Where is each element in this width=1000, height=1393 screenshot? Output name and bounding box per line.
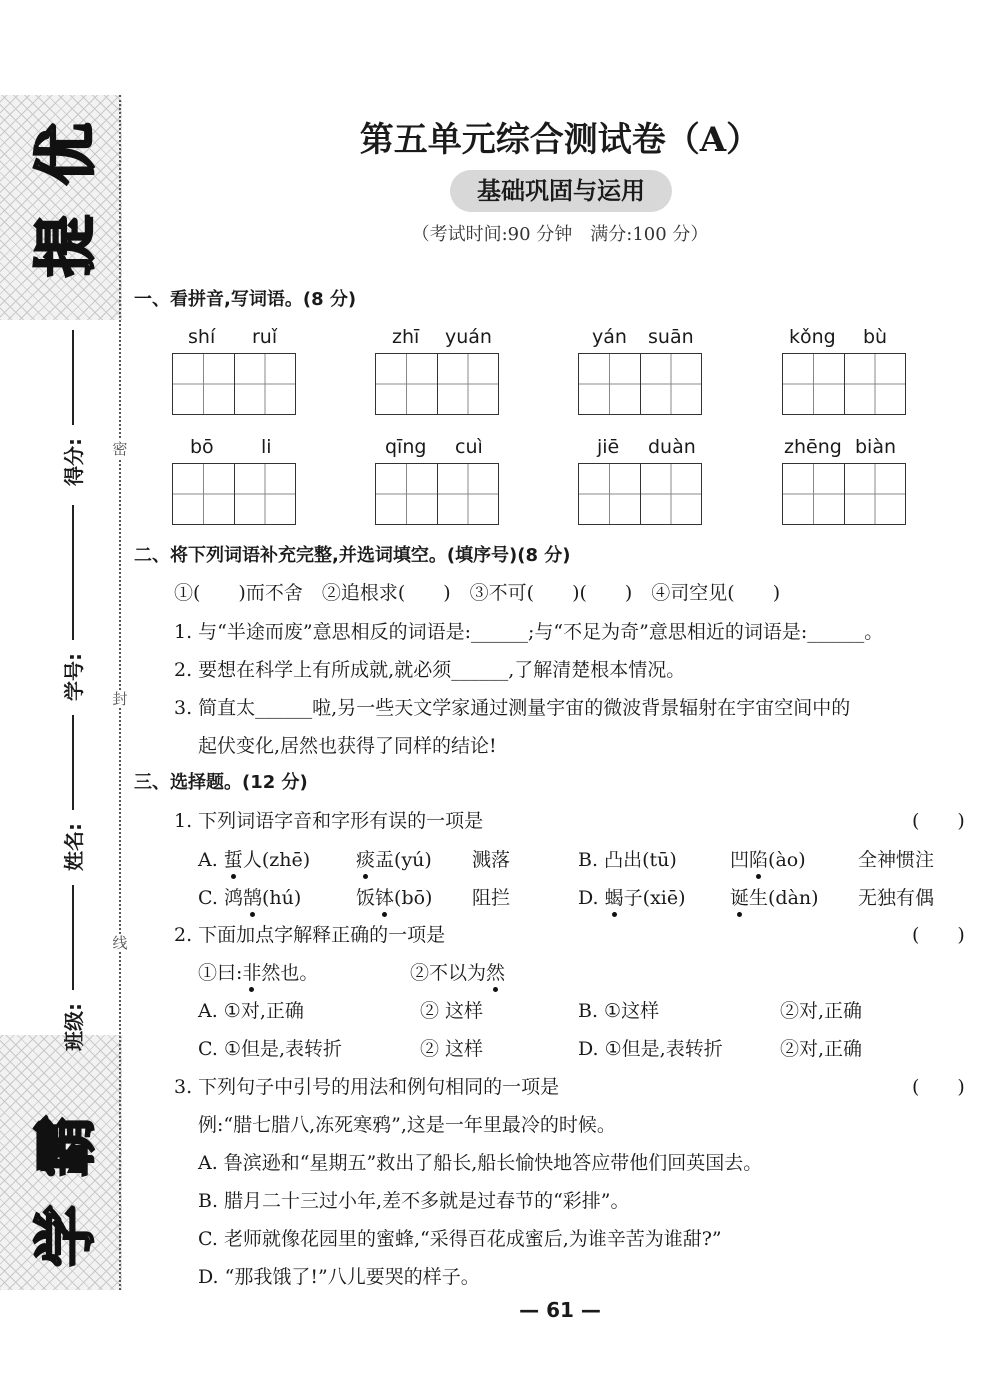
option-b: B. ①这样 (578, 1000, 660, 1022)
option-a-part2: ② 这样 (420, 1000, 484, 1022)
pinyin: ruǐ (252, 326, 278, 348)
writing-grid[interactable] (172, 463, 296, 525)
fill-question-2: 2. 要想在科学上有所成就,就必须______,了解清楚根本情况。 (174, 659, 686, 681)
option-b-part2: ②对,正确 (780, 1000, 863, 1022)
option-d: D. 蝎子(xiē) (578, 883, 686, 910)
seal-char-xian: 线 (106, 934, 134, 952)
option-c: C. 鸿鹄(hú) (198, 883, 301, 910)
pinyin: li (261, 436, 272, 458)
class-line[interactable] (72, 885, 74, 990)
option-b-word2: 凹陷(ào) (730, 845, 806, 872)
section2-title: 二、将下列词语补充完整,并选词填空。(填序号)(8 分) (134, 545, 571, 566)
option-d-word2: 诞生(dàn) (730, 883, 819, 910)
writing-grid[interactable] (375, 463, 499, 525)
option-c: C. ①但是,表转折 (198, 1038, 343, 1060)
pinyin: yán (592, 326, 627, 348)
option-d-word3: 无独有偶 (858, 887, 935, 909)
option-c-word3: 阻拦 (472, 887, 511, 909)
answer-paren[interactable]: ( ) (912, 1076, 965, 1098)
option-d: D. ①但是,表转折 (578, 1038, 723, 1060)
option-a: A. 鲁滨逊和“星期五”救出了船长,船长愉快地答应带他们回英国去。 (198, 1152, 763, 1174)
idiom-options: ①( )而不舍 ②追根求( ) ③不可( )( ) ④司空见( ) (174, 582, 781, 604)
pinyin: yuán (445, 326, 492, 348)
option-c-part2: ② 这样 (420, 1038, 484, 1060)
writing-grid[interactable] (782, 463, 906, 525)
pinyin: duàn (648, 436, 696, 458)
option-a: A. 蜇人(zhē) (198, 845, 310, 872)
score-label: 得分: (62, 438, 86, 486)
writing-grid[interactable] (375, 353, 499, 415)
sidebar-char-you: 优 (29, 123, 102, 186)
seal-char-mi: 密 (106, 440, 134, 458)
choice-question-3: 3. 下列句子中引号的用法和例句相同的一项是 (174, 1076, 560, 1098)
option-c-word2: 饭钵(bō) (356, 883, 432, 910)
name-line[interactable] (72, 715, 74, 810)
sidebar-char-ba: 霸 (29, 1115, 102, 1178)
student-id-label: 学号: (62, 653, 86, 701)
writing-grid[interactable] (578, 463, 702, 525)
pinyin: bù (863, 326, 888, 348)
pinyin: shí (188, 326, 216, 348)
writing-grid[interactable] (782, 353, 906, 415)
option-c: C. 老师就像花园里的蜜蜂,“采得百花成蜜后,为谁辛苦为谁甜?” (198, 1228, 722, 1250)
name-label: 姓名: (62, 823, 86, 871)
page-number: — 61 — (519, 1298, 601, 1322)
section1-title: 一、看拼音,写词语。(8 分) (134, 289, 357, 310)
q3-example: 例:“腊七腊八,冻死寒鸦”,这是一年里最冷的时候。 (198, 1114, 616, 1136)
choice-question-2: 2. 下面加点字解释正确的一项是 (174, 924, 446, 946)
pinyin: jiē (597, 436, 620, 458)
option-a: A. ①对,正确 (198, 1000, 304, 1022)
choice-question-1: 1. 下列词语字音和字形有误的一项是 (174, 810, 484, 832)
seal-char-feng: 封 (106, 690, 134, 708)
option-a-word2: 痰盂(yú) (356, 845, 432, 872)
score-line (72, 330, 74, 425)
writing-grid[interactable] (578, 353, 702, 415)
fill-question-3: 3. 简直太______啦,另一些天文学家通过测量宇宙的微波背景辐射在宇宙空间中的 (174, 697, 851, 719)
pinyin: cuì (455, 436, 483, 458)
pinyin: zhēng (784, 436, 842, 458)
pinyin: zhī (392, 326, 420, 348)
option-d-part2: ②对,正确 (780, 1038, 863, 1060)
fill-question-3-cont: 起伏变化,居然也获得了同样的结论! (198, 735, 497, 757)
answer-paren[interactable]: ( ) (912, 810, 965, 832)
option-b: B. 凸出(tū) (578, 849, 677, 871)
exam-info: （考试时间:90 分钟 满分:100 分） (411, 224, 709, 245)
pinyin: biàn (855, 436, 897, 458)
option-b: B. 腊月二十三过小年,差不多就是过春节的“彩排”。 (198, 1190, 630, 1212)
sidebar-char-ti: 提 (29, 215, 102, 278)
option-b-word3: 全神惯注 (858, 849, 935, 871)
pinyin: suān (648, 326, 694, 348)
pinyin: qīng (385, 436, 427, 458)
pinyin: bō (190, 436, 214, 458)
fill-question-1: 1. 与“半途而废”意思相反的词语是:______;与“不足为奇”意思相近的词语是:______。 (174, 621, 884, 643)
page-title: 第五单元综合测试卷（A） (359, 120, 761, 160)
page-subtitle: 基础巩固与运用 (450, 170, 672, 212)
writing-grid[interactable] (172, 353, 296, 415)
section3-title: 三、选择题。(12 分) (134, 772, 308, 793)
answer-paren[interactable]: ( ) (912, 924, 965, 946)
q2-sentence-1: ①曰:非然也。 (198, 958, 318, 985)
sidebar-char-xue: 学 (29, 1205, 102, 1268)
q2-sentence-2: ②不以为然 (410, 958, 505, 985)
class-label: 班级: (62, 1003, 86, 1051)
option-d: D. “那我饿了!”八儿要哭的样子。 (198, 1266, 480, 1288)
student-id-line[interactable] (72, 505, 74, 640)
pinyin: kǒng (789, 326, 836, 348)
option-a-word3: 溅落 (472, 849, 511, 871)
